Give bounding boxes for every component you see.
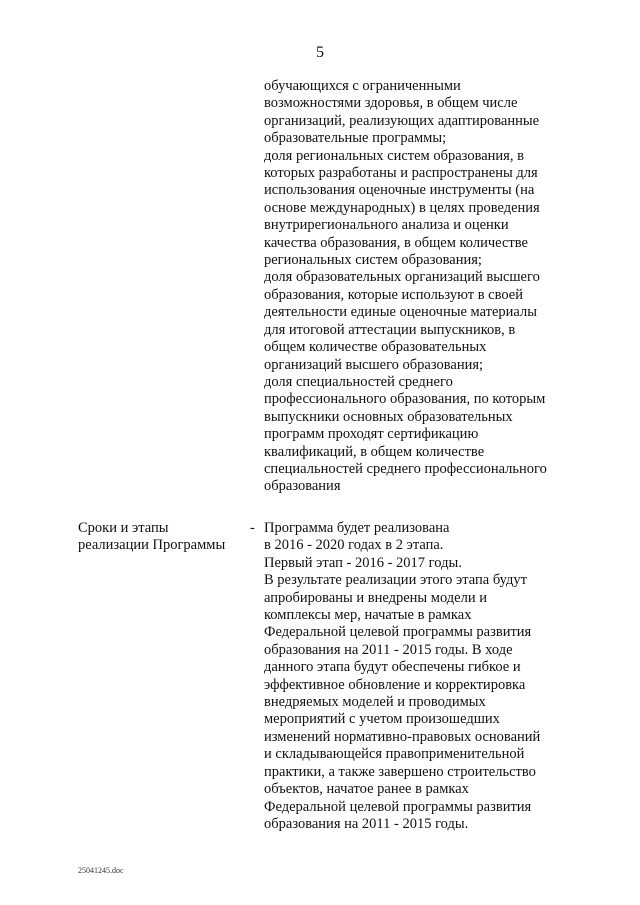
text-line: региональных систем образования; xyxy=(264,252,482,269)
text-line: специальностей среднего профессионального xyxy=(264,460,547,477)
text-line: общем количестве образовательных xyxy=(264,339,487,356)
text-line: апробированы и внедрены модели и xyxy=(264,589,487,606)
text-line: доля образовательных организаций высшего xyxy=(264,269,540,286)
text-line: профессионального образования, по которым xyxy=(264,391,546,408)
text-line: эффективное обновление и корректировка xyxy=(264,676,526,693)
page-number: 5 xyxy=(316,44,324,61)
text-line: Федеральной целевой программы развития xyxy=(264,798,532,815)
text-line: организаций, реализующих адаптированные xyxy=(264,112,540,129)
footer-doc-name: 25041245.doc xyxy=(78,866,124,875)
text-line: в 2016 - 2020 годах в 2 этапа. xyxy=(264,537,444,554)
text-line: организаций высшего образования; xyxy=(264,356,484,373)
text-line: обучающихся с ограниченными xyxy=(264,78,461,94)
text-line: доля региональных систем образования, в xyxy=(264,147,524,164)
text-line: внедряемых моделей и проводимых xyxy=(264,694,486,711)
text-line: образования на 2011 - 2015 годы. xyxy=(264,815,469,832)
label-line: реализации Программы xyxy=(78,537,226,554)
text-line: возможностями здоровья, в общем числе xyxy=(264,95,518,112)
text-line: изменений нормативно-правовых оснований xyxy=(264,728,541,745)
section-content-block xyxy=(264,520,584,833)
section-label xyxy=(78,520,248,555)
intro-text-block xyxy=(264,78,584,496)
text-line: образования, которые используют в своей xyxy=(264,286,523,303)
text-line: доля специальностей среднего xyxy=(264,373,453,390)
text-line: квалификаций, в общем количестве xyxy=(264,443,485,460)
text-line: образования на 2011 - 2015 годы. В ходе xyxy=(264,641,513,658)
text-line: Первый этап - 2016 - 2017 годы. xyxy=(264,554,462,571)
section-dash: - xyxy=(250,520,255,536)
text-line: качества образования, в общем количестве xyxy=(264,234,528,251)
text-line: Программа будет реализована xyxy=(264,520,450,536)
text-line: комплексы мер, начатые в рамках xyxy=(264,607,472,624)
text-line: практики, а также завершено строительство xyxy=(264,763,536,780)
text-line: образования xyxy=(264,478,341,495)
text-line: деятельности единые оценочные материалы xyxy=(264,304,537,321)
text-line: данного этапа будут обеспечены гибкое и xyxy=(264,659,521,676)
text-line: использования оценочные инструменты (на xyxy=(264,182,535,199)
text-line: Федеральной целевой программы развития xyxy=(264,624,532,641)
text-line: которых разработаны и распространены для xyxy=(264,165,538,182)
text-line: и складывающейся правоприменительной xyxy=(264,746,525,763)
text-line: основе международных) в целях проведения xyxy=(264,199,540,216)
text-line: объектов, начатое ранее в рамках xyxy=(264,781,469,798)
text-line: мероприятий с учетом произошедших xyxy=(264,711,500,728)
text-line: выпускники основных образовательных xyxy=(264,408,513,425)
text-line: образовательные программы; xyxy=(264,130,447,147)
text-line: В результате реализации этого этапа будут xyxy=(264,572,527,589)
text-line: для итоговой аттестации выпускников, в xyxy=(264,321,516,338)
label-line: Сроки и этапы xyxy=(78,520,169,536)
text-line: программ проходят сертификацию xyxy=(264,426,479,443)
text-line: внутрирегионального анализа и оценки xyxy=(264,217,509,234)
